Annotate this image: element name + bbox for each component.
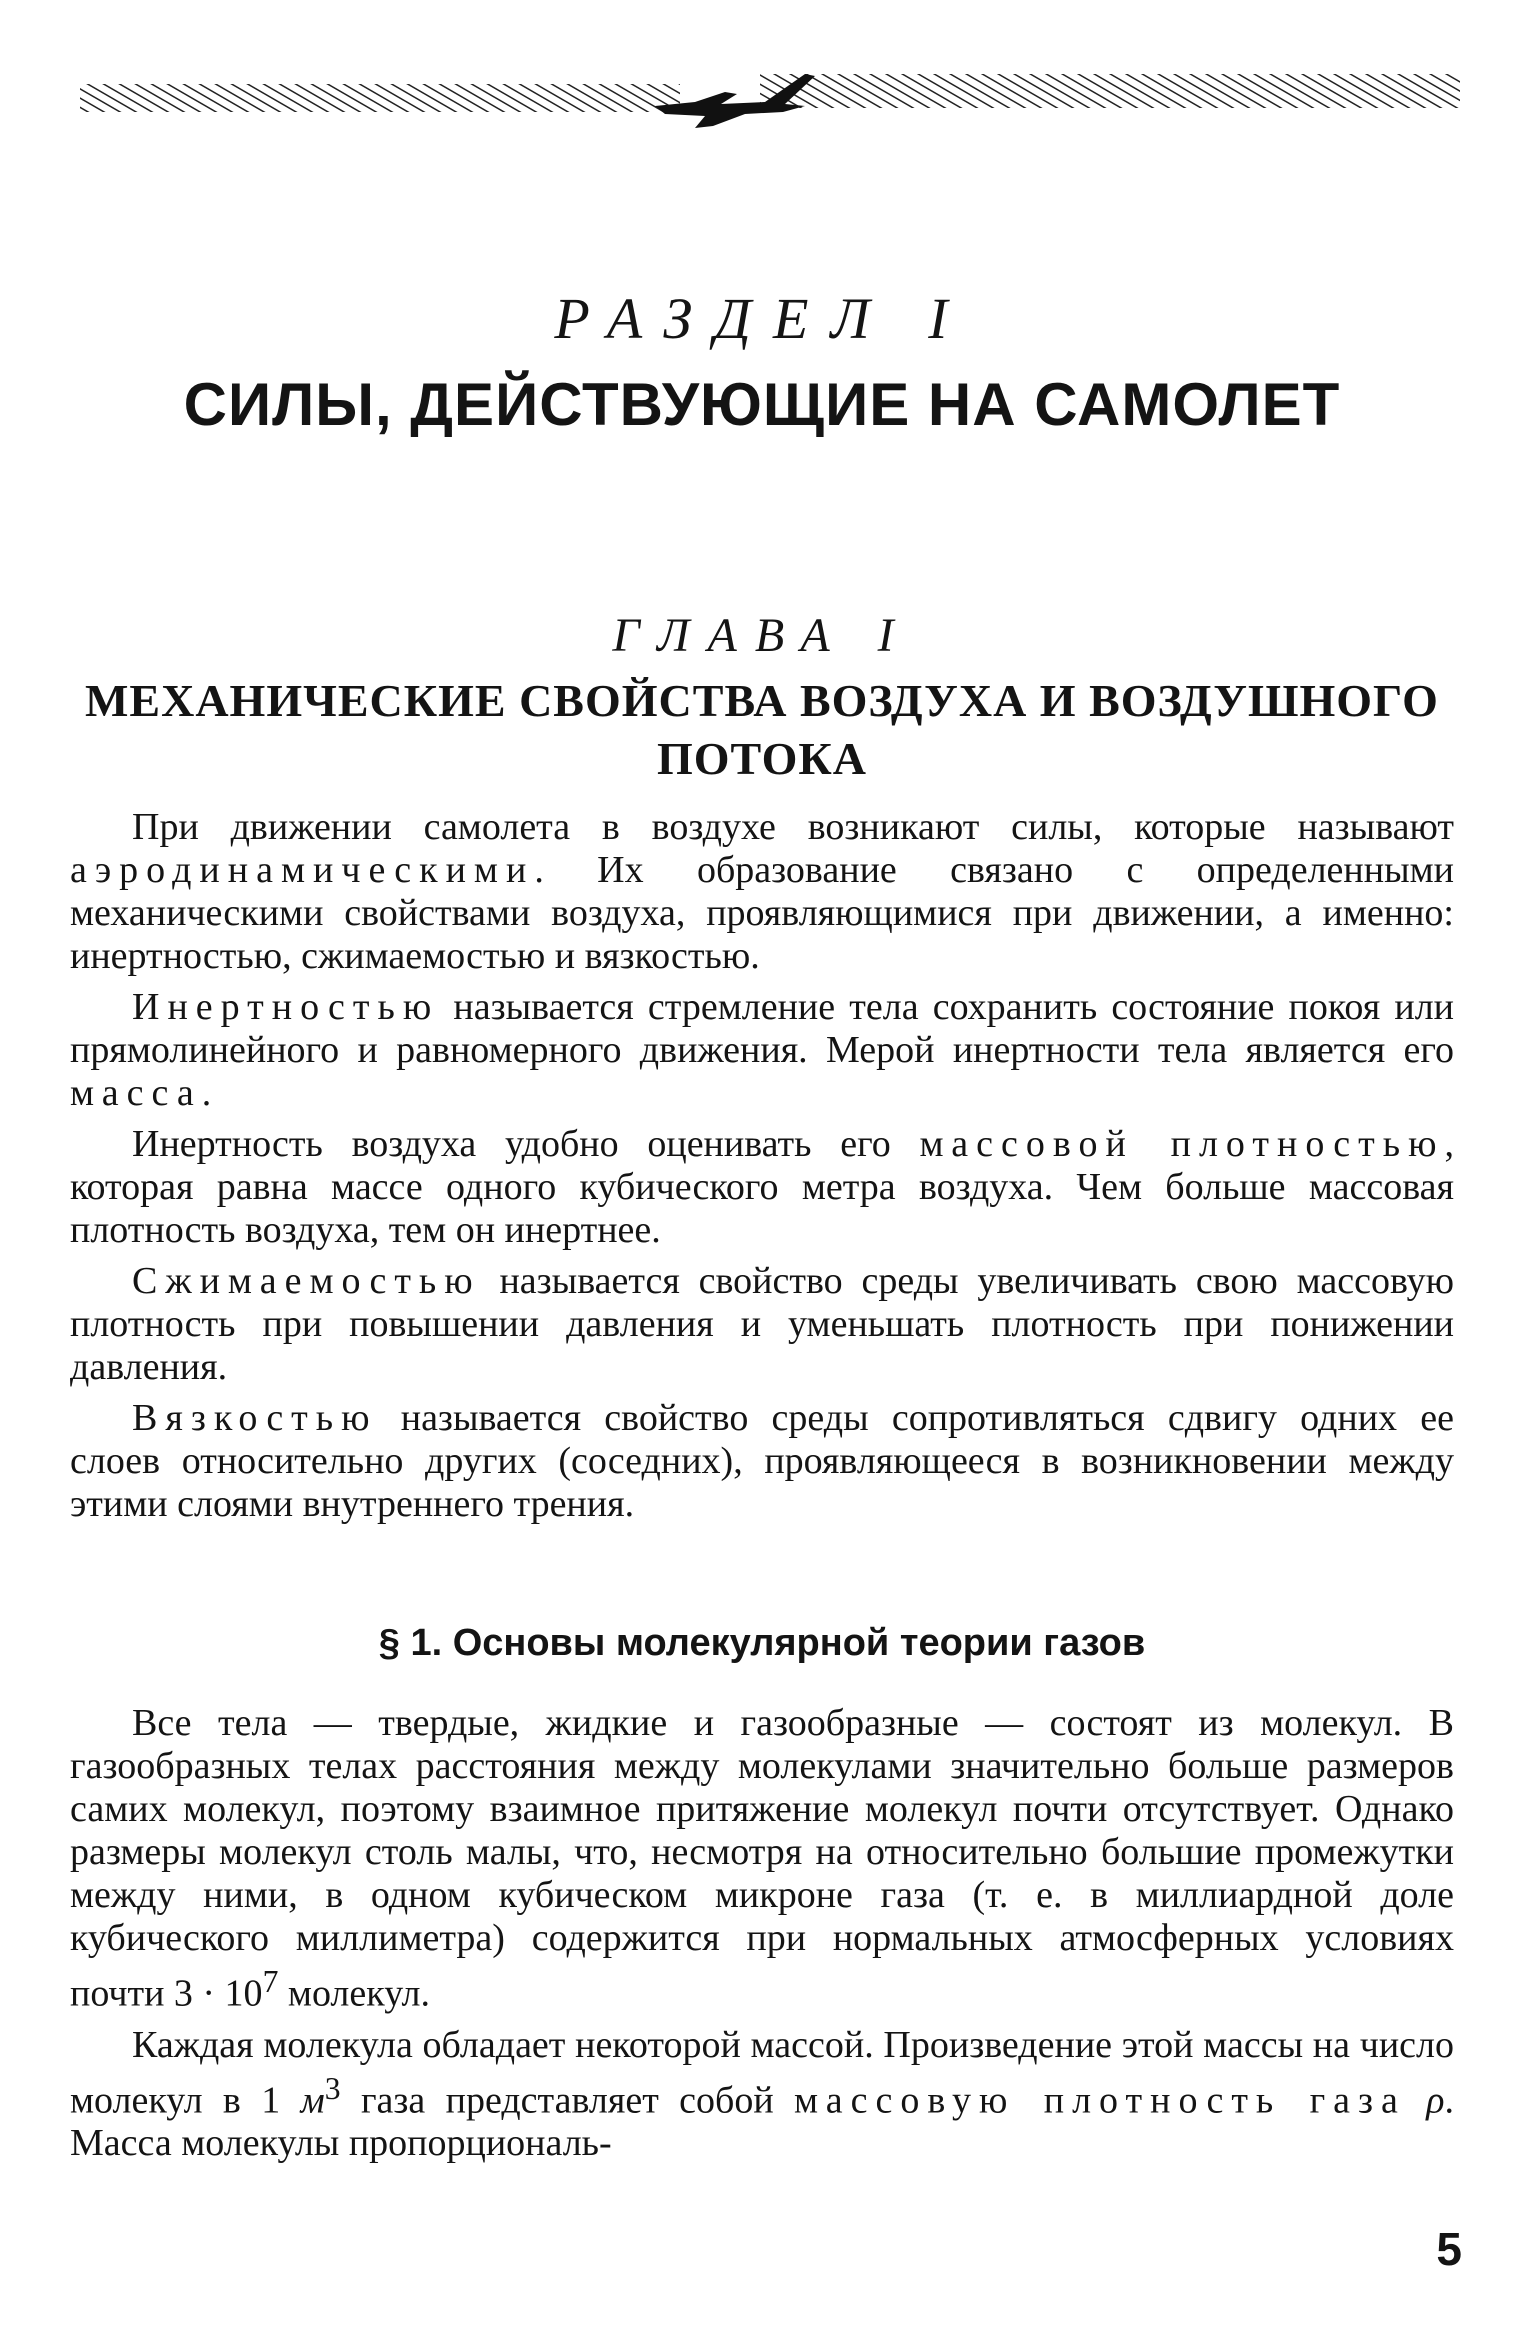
paragraph: Инертностью называется стремление тела сохранить состояние покоя или прямолинейного и равномерного движения. Мерой инертности тела является его масса. bbox=[70, 986, 1454, 1114]
body-text bbox=[70, 1702, 1454, 2173]
spaced-term: масса bbox=[70, 1072, 202, 1114]
chapter-label: ГЛАВА I bbox=[612, 609, 912, 662]
spaced-term: Инертностью bbox=[132, 986, 440, 1028]
paragraph: Вязкостью называется свойство среды сопротивляться сдвигу одних ее слоев относительно других (соседних), проявляющееся в возникновении между этими слоями внутреннего трения. bbox=[70, 1397, 1454, 1525]
spaced-term: Сжимаемостью bbox=[132, 1260, 481, 1302]
airplane-header-ornament bbox=[80, 62, 1460, 134]
paragraph: При движении самолета в воздухе возникают силы, которые называют аэродинамическими. Их образование связано с определенными механическими свойствами воздуха, проявляющимися при движении, а именно: инертностью, сжимаемостью и вязкостью. bbox=[70, 806, 1454, 977]
section-title: СИЛЫ, ДЕЙСТВУЮЩИЕ НА САМОЛЕТ bbox=[183, 371, 1341, 438]
spaced-term: массовой плотностью bbox=[919, 1123, 1445, 1165]
spaced-term: аэродинамическими bbox=[70, 849, 535, 891]
spaced-term: массовую плотность газа bbox=[794, 2079, 1406, 2122]
paragraph: Каждая молекула обладает некоторой массой. Произведение этой массы на число молекул в 1 $м^3$ газа представляет собой массовую плотность газа ρ. Масса молекулы пропорциональ- bbox=[70, 2023, 1455, 2165]
unit-exponent: 3 bbox=[324, 2070, 341, 2106]
density-symbol: ρ bbox=[1426, 2079, 1445, 2122]
exponent: 7 bbox=[262, 1964, 279, 1999]
intro-text bbox=[70, 806, 1454, 1534]
paragraph: Инертность воздуха удобно оценивать его массовой плотностью, которая равна массе одного кубического метра воздуха. Чем больше массовая плотность воздуха, тем он инертнее. bbox=[70, 1123, 1454, 1251]
hatch-band-right bbox=[760, 74, 1460, 108]
paragraph: Сжимаемостью называется свойство среды увеличивать свою массовую плотность при повышении давления и уменьшать плотность при понижении давления. bbox=[70, 1260, 1454, 1388]
page-number: 5 bbox=[1436, 2223, 1462, 2275]
hatch-band-left bbox=[80, 84, 680, 112]
section-label: РАЗДЕЛ I bbox=[554, 286, 970, 351]
unit: м bbox=[300, 2079, 325, 2122]
chapter-title: МЕХАНИЧЕСКИЕ СВОЙСТВА ВОЗДУХА И ВОЗДУШНОГО ПОТОКА bbox=[85, 675, 1439, 784]
paragraph: Все тела — твердые, жидкие и газообразные — состоят из молекул. В газообразных телах расстояния между молекулами значительно больше размеров самих молекул, поэтому взаимное притяжение молекул почти отсутствует. Однако размеры молекул столь малы, что, несмотря на относительно большие промежутки между ними, в одном кубическом микроне газа (т. е. в миллиардной доле кубического миллиметра) содержится при нормальных атмосферных условиях почти $3 \cdot 10^7$ молекул. bbox=[70, 1702, 1454, 2015]
subsection-title: § 1. Основы молекулярной теории газов bbox=[378, 1622, 1146, 1664]
spaced-term: Вязкостью bbox=[132, 1397, 378, 1439]
